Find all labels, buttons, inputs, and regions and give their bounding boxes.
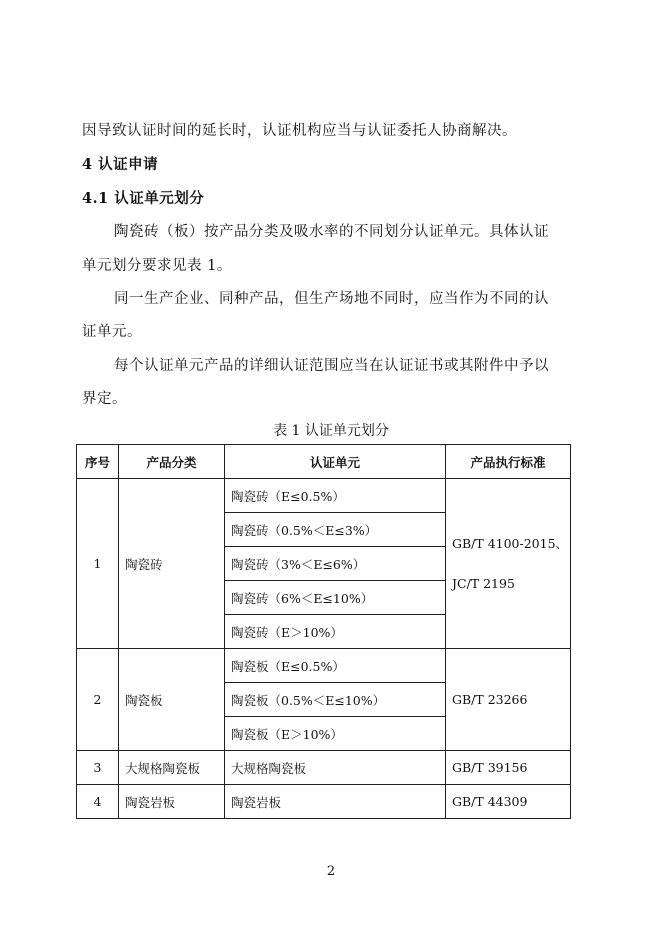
header-unit: 认证单元 [225,445,446,479]
row-no: 2 [77,649,119,751]
row-unit: 大规格陶瓷板 [225,751,446,785]
certification-unit-table [76,444,571,819]
table-header-row [77,445,571,479]
row-standard [446,479,571,649]
row-category: 陶瓷砖 [119,479,225,649]
table-row [77,479,571,513]
header-no: 序号 [77,445,119,479]
header-standard: 产品执行标准 [446,445,571,479]
row-category: 陶瓷板 [119,649,225,751]
paragraph-3-line-2: 界定。 [82,391,127,407]
paragraph-continuation: 因导致认证时间的延长时，认证机构应当与认证委托人协商解决。 [82,123,517,139]
row-no: 1 [77,479,119,649]
row-unit: 陶瓷板（0.5%＜E≤10%） [225,683,446,717]
row-unit: 陶瓷砖（6%＜E≤10%） [225,581,446,615]
paragraph-2-line-2: 证单元。 [82,324,142,340]
standard-line-1: GB/T 4100-2015、 [452,535,569,551]
paragraph-2-line-1: 同一生产企业、同种产品，但生产场地不同时，应当作为不同的认 [114,291,549,307]
header-category: 产品分类 [119,445,225,479]
section-heading-4: 4 认证申请 [82,156,159,173]
table-row [77,649,571,683]
row-standard: GB/T 39156 [446,751,571,785]
row-unit: 陶瓷砖（E＞10%） [225,615,446,649]
row-unit: 陶瓷砖（3%＜E≤6%） [225,547,446,581]
row-standard: GB/T 44309 [446,785,571,819]
standard-line-2: JC/T 2195 [452,575,515,591]
row-unit: 陶瓷岩板 [225,785,446,819]
table-row [77,785,571,819]
row-category: 陶瓷岩板 [119,785,225,819]
paragraph-1-line-1: 陶瓷砖（板）按产品分类及吸水率的不同划分认证单元。具体认证 [114,224,549,240]
row-unit: 陶瓷砖（0.5%＜E≤3%） [225,513,446,547]
row-unit: 陶瓷板（E≤0.5%） [225,649,446,683]
row-no: 4 [77,785,119,819]
page-number: 2 [326,864,336,879]
row-unit: 陶瓷板（E＞10%） [225,717,446,751]
row-standard: GB/T 23266 [446,649,571,751]
row-no: 3 [77,751,119,785]
section-heading-4-1: 4.1 认证单元划分 [82,190,205,207]
paragraph-1-line-2: 单元划分要求见表 1。 [82,258,232,274]
table-caption: 表 1 认证单元划分 [273,423,389,439]
row-unit: 陶瓷砖（E≤0.5%） [225,479,446,513]
table-row [77,751,571,785]
row-category: 大规格陶瓷板 [119,751,225,785]
paragraph-3-line-1: 每个认证单元产品的详细认证范围应当在认证证书或其附件中予以 [114,358,549,374]
